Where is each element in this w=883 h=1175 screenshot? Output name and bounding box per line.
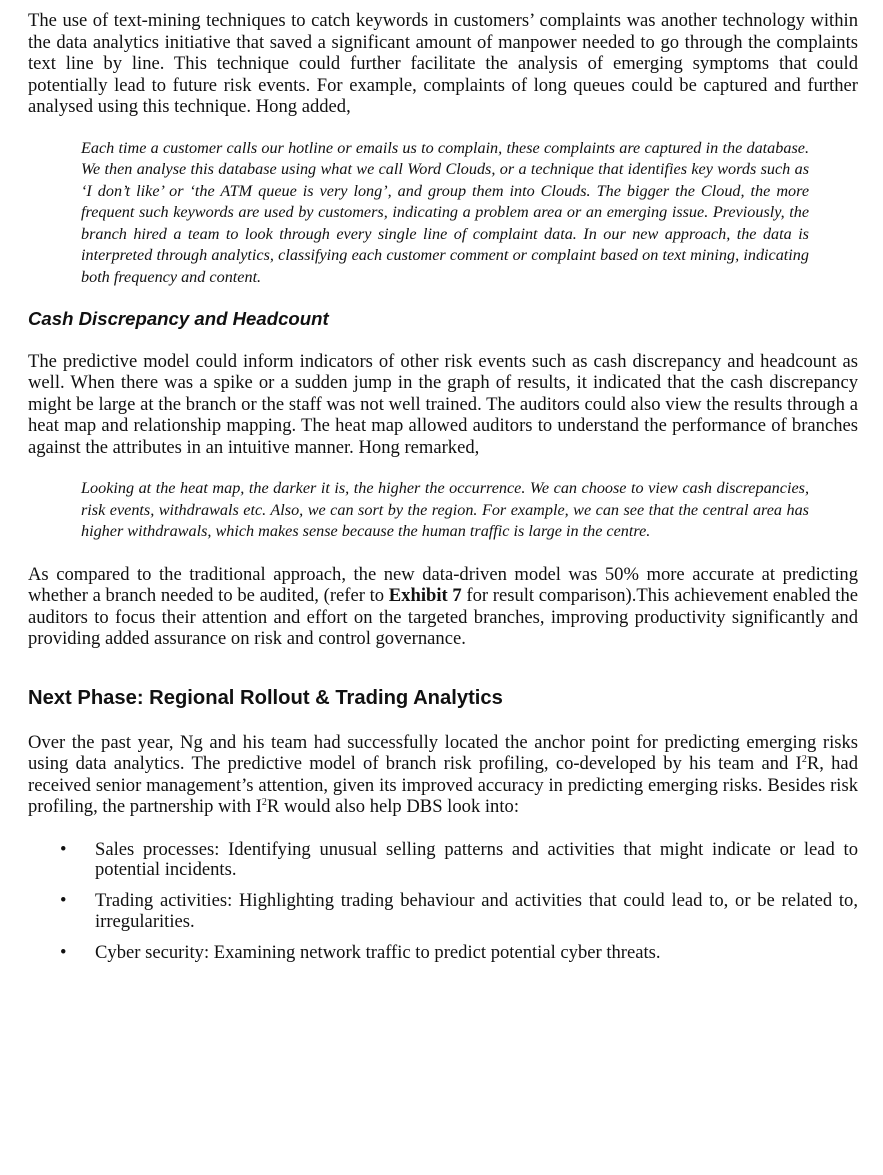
comparison-text-before: As compared to the traditional approach, the new data-driven model was 50% more accurate at predicting whether a branch needed to be audited, (refer to — [28, 563, 858, 607]
exhibit-7-reference: Exhibit 7 — [388, 585, 462, 607]
cash-discrepancy-heading: Cash Discrepancy and Headcount — [28, 307, 329, 329]
document-page — [28, 10, 858, 974]
next-phase-text-b: R, had received senior management’s attention, given its improved accuracy in predicting emerging risks. Besides risk profiling, the partnership with I — [28, 753, 858, 818]
intro-paragraph: The use of text-mining techniques to catch keywords in customers’ complaints was another technology within the data analytics initiative that saved a significant amount of manpower needed to go through the complaints text line by line. This technique could further facilitate the analysis of emerging symptoms that could potentially lead to future risk events. For example, complaints of long queues could be captured and further analysed using this technique. Hong added, — [28, 10, 858, 117]
word-cloud-quote: Each time a customer calls our hotline or emails us to complain, these complaints are captured in the database. We then analyse this database using what we call Word Clouds, or a technique that identifies key words such as ‘I don’t like’ or ‘the ATM queue is very long’, and group them into Clouds. The bigger the Cloud, the more frequent such keywords are used by customers, indicating a problem area or an emerging issue. Previously, the branch hired a team to look through every single line of complaint data. In our new approach, the data is interpreted through analytics, classifying each customer comment or complaint based on text mining, indicating both frequency and content. — [81, 138, 809, 287]
list-item — [28, 891, 858, 932]
focus-areas-list — [28, 840, 858, 964]
bullet-icon: • — [60, 941, 67, 963]
heat-map-quote: Looking at the heat map, the darker it is, the higher the occurrence. We can choose to view cash discrepancies, risk events, withdrawals etc. Also, we can sort by the region. For example, we can see that the central area has higher withdrawals, which makes sense because the human traffic is large in the centre. — [81, 479, 809, 541]
next-phase-paragraph — [28, 732, 858, 818]
next-phase-text-c: R would also help DBS look into: — [266, 796, 519, 818]
list-item-text: Cyber security: Examining network traffic to predict potential cyber threats. — [95, 941, 661, 963]
cash-discrepancy-paragraph: The predictive model could inform indicators of other risk events such as cash discrepancy and headcount as well. When there was a spike or a sudden jump in the graph of results, it indicated that the cash discrepancy might be large at the branch or the staff was not well trained. The auditors could also view the results through a heat map and relationship mapping. The heat map allowed auditors to understand the performance of branches against the attributes in an intuitive manner. Hong remarked, — [28, 350, 858, 458]
next-phase-heading: Next Phase: Regional Rollout & Trading Analytics — [28, 686, 503, 709]
list-item — [28, 840, 858, 881]
bullet-icon: • — [60, 838, 67, 860]
superscript-2: 2 — [801, 754, 807, 766]
bullet-icon: • — [60, 890, 67, 912]
list-item — [28, 943, 858, 964]
next-phase-text-a: Over the past year, Ng and his team had successfully located the anchor point for predicting emerging risks using data analytics. The predictive model of branch risk profiling, co-developed by his team and I — [28, 731, 858, 775]
comparison-paragraph — [28, 564, 858, 650]
comparison-text-after: for result comparison).This achievement enabled the auditors to focus their attention and effort on the targeted branches, improving productivity significantly and providing added assurance on risk and control governance. — [28, 585, 858, 650]
list-item-text: Sales processes: Identifying unusual selling patterns and activities that might indicate or lead to potential incidents. — [95, 838, 858, 881]
superscript-2: 2 — [261, 797, 267, 809]
list-item-text: Trading activities: Highlighting trading behaviour and activities that could lead to, or be related to, irregularities. — [95, 890, 858, 932]
